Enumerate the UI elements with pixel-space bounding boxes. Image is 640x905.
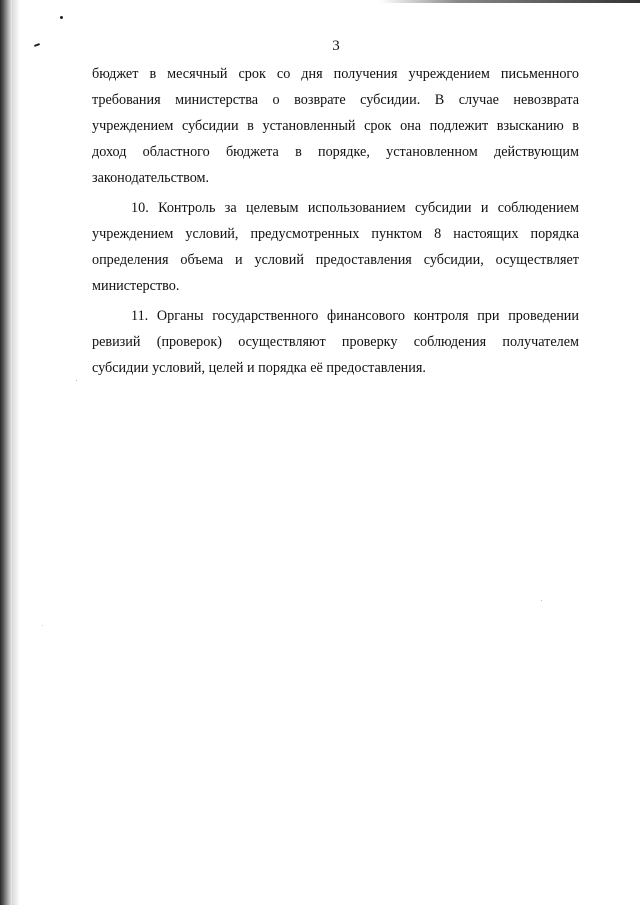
text-line: требования министерства о возврате субсидии. В случае невозврата — [92, 92, 579, 108]
scan-speck — [541, 600, 542, 601]
text-line: бюджет в месячный срок со дня получения учреждением письменного — [92, 66, 579, 82]
scan-speck — [42, 625, 43, 626]
paragraph-item-10 — [92, 195, 579, 299]
text-line: доход областного бюджета в порядке, установленном действующим — [92, 144, 579, 160]
scan-edge-shadow — [12, 0, 20, 905]
text-line: 11. Органы государственного финансового контроля при проведении — [131, 308, 579, 324]
text-line: ревизий (проверок) осуществляют проверку соблюдения получателем — [92, 334, 579, 350]
text-line: министерство. — [92, 278, 180, 294]
text-line: 10. Контроль за целевым использованием субсидии и соблюдением — [131, 200, 579, 216]
scan-binding-edge — [0, 0, 12, 905]
text-line: законодательством. — [92, 170, 210, 186]
paragraph-item-11 — [92, 303, 579, 381]
text-line: определения объема и условий предоставления субсидии, осуществляет — [92, 252, 579, 268]
page-number: 3 — [332, 38, 340, 54]
scan-speck — [76, 380, 77, 381]
scan-top-rule — [380, 0, 640, 3]
text-line: учреждением субсидии в установленный срок она подлежит взысканию в — [92, 118, 579, 134]
document-body — [92, 61, 579, 385]
paragraph-continuation — [92, 61, 579, 191]
text-line: субсидии условий, целей и порядка её предоставления. — [92, 360, 426, 376]
text-line: учреждением условий, предусмотренных пунктом 8 настоящих порядка — [92, 226, 579, 242]
scan-speck — [60, 16, 63, 19]
